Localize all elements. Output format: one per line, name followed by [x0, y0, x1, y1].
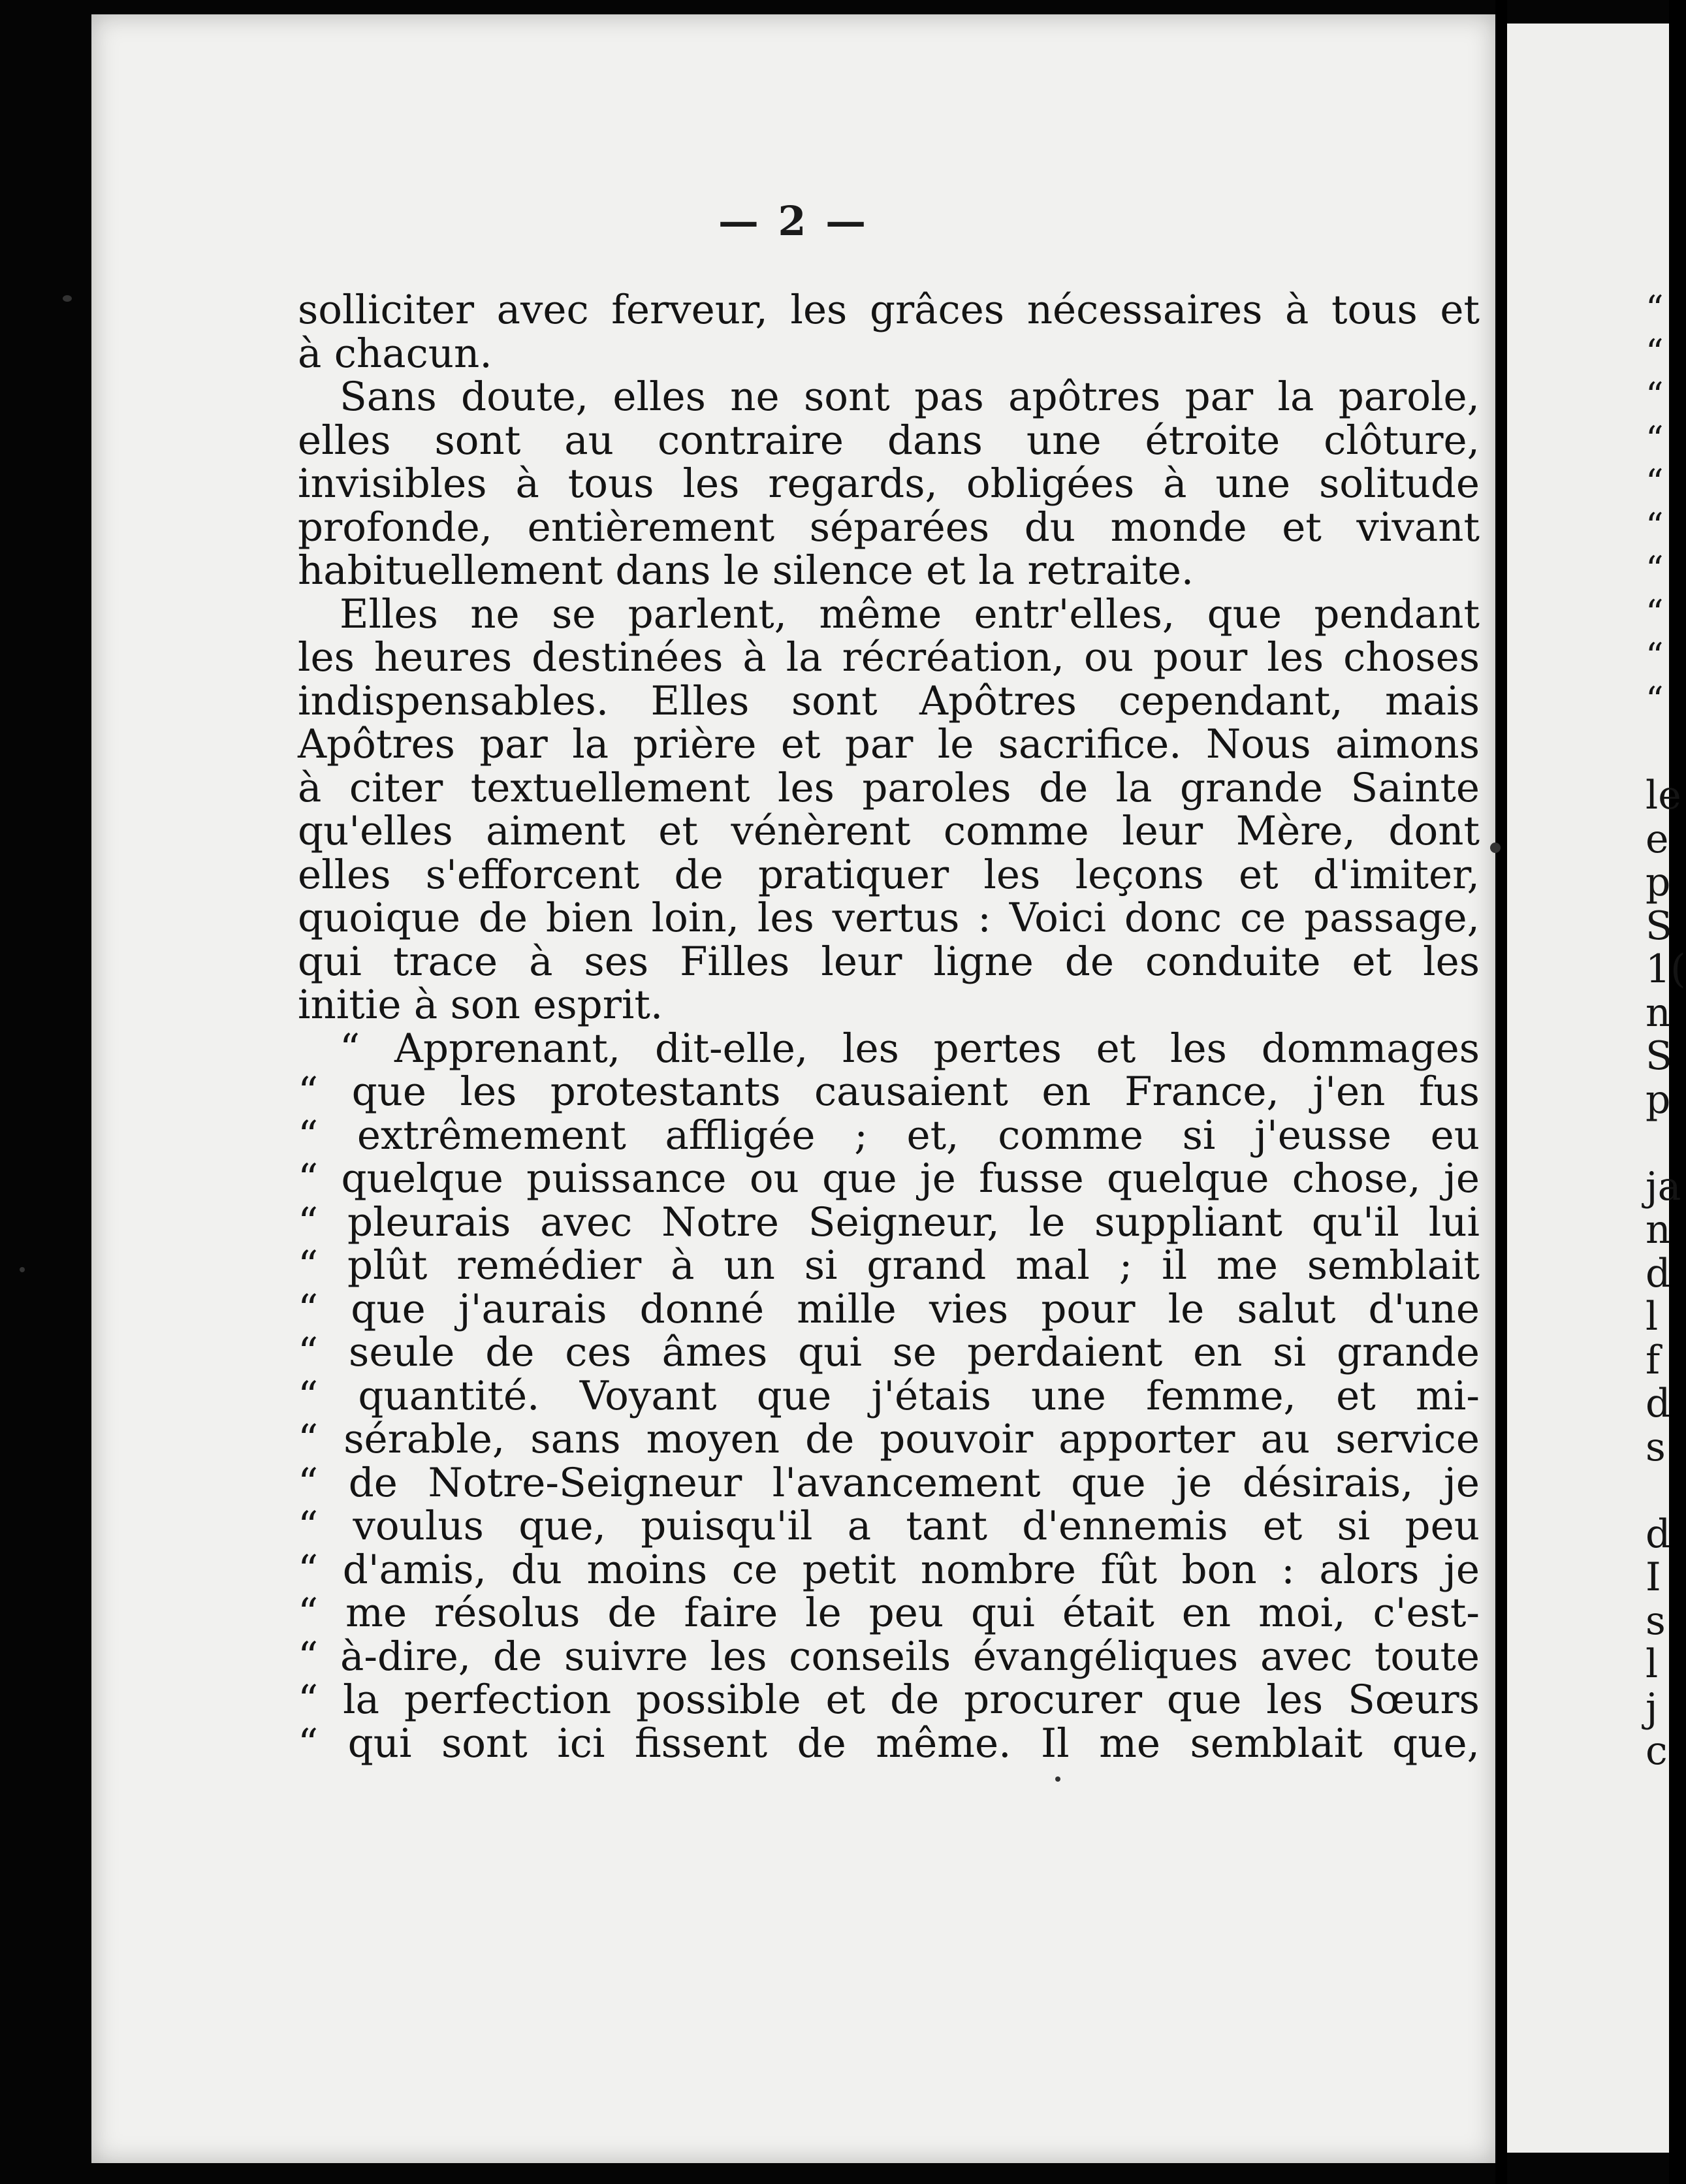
- facing-quote-mark: “: [1646, 592, 1664, 634]
- text-line: qui trace à ses Filles leur ligne de conduite et les: [298, 938, 1480, 985]
- facing-letter: j: [1646, 1684, 1658, 1731]
- text-line: “ à-dire, de suivre les conseils évangéliques avec toute: [298, 1633, 1480, 1680]
- text-line: “ que les protestants causaient en France, j'en fus: [298, 1068, 1480, 1115]
- text-line: “ quantité. Voyant que j'étais une femme, et mi-: [298, 1372, 1480, 1419]
- facing-letter: I: [1646, 1554, 1661, 1600]
- text-line: “ quelque puissance ou que je fusse quelque chose, je: [298, 1155, 1480, 1202]
- text-line: “ que j'aurais donné mille vies pour le salut d'une: [298, 1285, 1480, 1332]
- facing-letter: S: [1646, 903, 1673, 949]
- text-line: “ plût remédier à un si grand mal ; il me semblait: [298, 1242, 1480, 1289]
- facing-quote-mark: “: [1646, 331, 1664, 373]
- book-gutter: [1495, 0, 1507, 2184]
- facing-letter: ja: [1646, 1163, 1681, 1210]
- text-line: quoique de bien loin, les vertus : Voici donc ce passage,: [298, 895, 1480, 941]
- text-line: “ me résolus de faire le peu qui était en moi, c'est-: [298, 1590, 1480, 1636]
- facing-letter: n: [1646, 1207, 1671, 1253]
- text-line: “ de Notre-Seigneur l'avancement que je désirais, je: [298, 1459, 1480, 1506]
- text-line: Elles ne se parlent, même entr'elles, que pendant: [340, 590, 1480, 637]
- facing-page-edge: [1507, 24, 1669, 2153]
- document-page: [91, 14, 1495, 2163]
- text-line: “ qui sont ici fissent de même. Il me semblait que,: [298, 1720, 1480, 1767]
- scan-speck: [1490, 843, 1501, 853]
- text-line: “ seule de ces âmes qui se perdaient en si grande: [298, 1329, 1480, 1375]
- scan-speck: [63, 295, 72, 302]
- facing-quote-mark: “: [1646, 288, 1664, 329]
- text-line: “ voulus que, puisqu'il a tant d'ennemis et si peu: [298, 1503, 1480, 1549]
- facing-quote-mark: “: [1646, 679, 1664, 720]
- facing-letter: [1646, 1469, 1686, 1513]
- facing-letter: s: [1646, 1598, 1666, 1644]
- facing-letter: S: [1646, 1033, 1673, 1079]
- text-line: qu'elles aiment et vénèrent comme leur Mère, dont: [298, 808, 1480, 854]
- text-line: “ pleurais avec Notre Seigneur, le suppliant qu'il lui: [298, 1198, 1480, 1245]
- text-line: “ la perfection possible et de procurer que les Sœurs: [298, 1677, 1480, 1723]
- facing-letter: 1(: [1646, 946, 1686, 992]
- facing-letter: d: [1646, 1381, 1671, 1426]
- text-line: à chacun.: [298, 330, 492, 377]
- text-line: à citer textuellement les paroles de la grande Sainte: [298, 764, 1480, 811]
- facing-letter: p: [1646, 859, 1671, 905]
- page-number: — 2 —: [718, 197, 869, 245]
- facing-letter: c: [1646, 1728, 1668, 1774]
- facing-letter: n: [1646, 989, 1671, 1036]
- scan-speck: [20, 1267, 25, 1272]
- text-line: “ sérable, sans moyen de pouvoir apporter au service: [298, 1416, 1480, 1462]
- text-line: elles sont au contraire dans une étroite clôture,: [298, 417, 1480, 464]
- facing-letter: d: [1646, 1511, 1671, 1557]
- facing-letter: e: [1646, 816, 1669, 862]
- text-line: Apôtres par la prière et par le sacrifice. Nous aimons: [298, 721, 1480, 767]
- facing-letter: p: [1646, 1076, 1671, 1123]
- text-line: les heures destinées à la récréation, ou pour les choses: [298, 634, 1480, 681]
- facing-letter: l: [1646, 1294, 1659, 1340]
- text-line: Sans doute, elles ne sont pas apôtres par la parole,: [340, 374, 1480, 420]
- facing-quote-mark: “: [1646, 505, 1664, 547]
- text-line: “ extrêmement affligée ; et, comme si j'eusse eu: [298, 1112, 1480, 1159]
- facing-letter: s: [1646, 1424, 1666, 1470]
- facing-letter: f: [1646, 1337, 1661, 1383]
- facing-letter: le: [1646, 773, 1681, 818]
- facing-quote-mark: “: [1646, 549, 1664, 590]
- facing-page-quote-marks: [1646, 287, 1664, 722]
- facing-letter: [1646, 1121, 1686, 1165]
- text-line: “ d'amis, du moins ce petit nombre fût bon : alors je: [298, 1546, 1480, 1593]
- facing-page-letters: [1646, 774, 1686, 1773]
- text-line: solliciter avec ferveur, les grâces nécessaires à tous et: [298, 287, 1480, 333]
- text-line: invisibles à tous les regards, obligées à une solitude: [298, 460, 1480, 507]
- facing-quote-mark: “: [1646, 635, 1664, 677]
- facing-letter: d: [1646, 1250, 1671, 1296]
- facing-letter: l: [1646, 1641, 1659, 1687]
- text-line: initie à son esprit.: [298, 982, 663, 1028]
- facing-quote-mark: “: [1646, 418, 1664, 460]
- text-line: habituellement dans le silence et la retraite.: [298, 547, 1194, 594]
- facing-quote-mark: “: [1646, 375, 1664, 416]
- body-text: [298, 289, 1480, 1765]
- text-line: profonde, entièrement séparées du monde et vivant: [298, 504, 1480, 551]
- text-line: elles s'efforcent de pratiquer les leçons et d'imiter,: [298, 851, 1480, 898]
- text-line: indispensables. Elles sont Apôtres cependant, mais: [298, 677, 1480, 724]
- text-line: “ Apprenant, dit-elle, les pertes et les dommages: [340, 1025, 1480, 1072]
- facing-quote-mark: “: [1646, 462, 1664, 503]
- scan-speck: [1055, 1776, 1060, 1782]
